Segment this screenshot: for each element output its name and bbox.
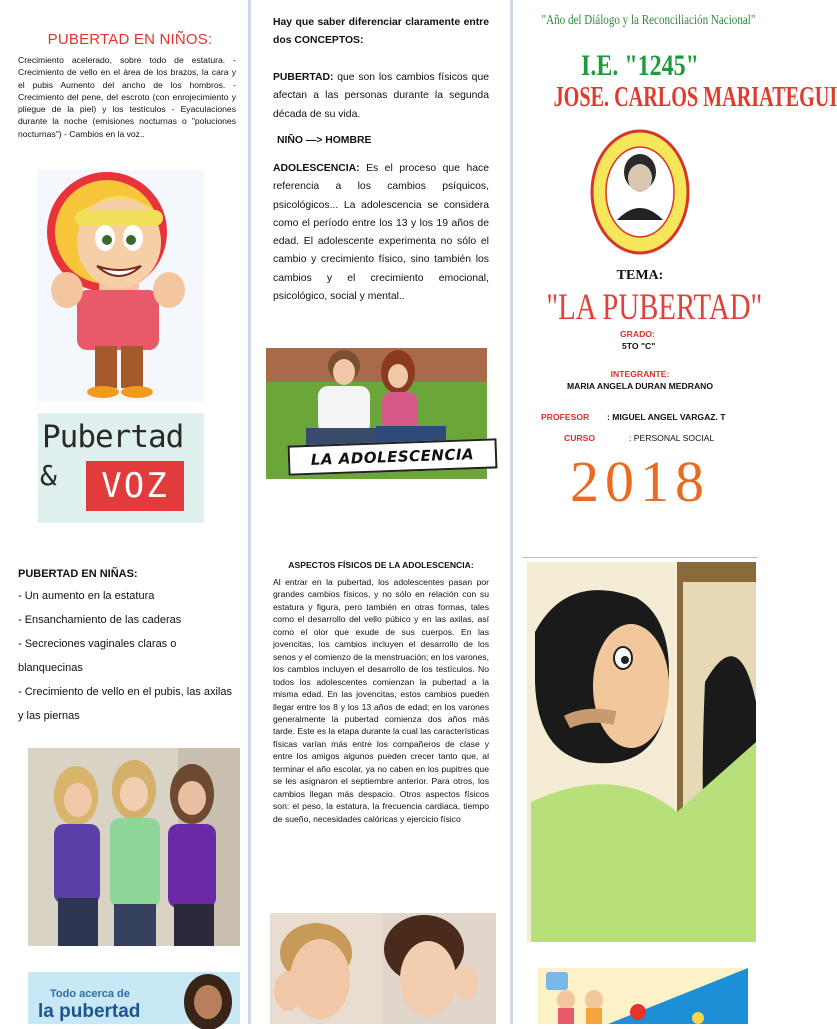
curso-value: : PERSONAL SOCIAL <box>629 433 715 443</box>
pubertad-term: PUBERTAD: <box>273 72 334 83</box>
aspectos-fisicos-text: Al entrar en la pubertad, los adolescentes pasan por grandes cambios físicos, y no sólo en relación con su estatura y figura, pero también en otras formas, tales como el desarrollo del vello púbico y en las axilas, así como el olor que exude de sus cuerpos. En las jovencitas, los cambios incluyen el desarrollo de los senos y el comienzo de la menstruación; en los varones, los cambios incluyen el desarrollo de los testículos. No todos los adolescentes comienzan la pubertad a la misma edad. En las jovencitas, estos cambios pueden llegar entre los 8 y los 13 años de edad; en los varones generalmente la pubertad comienza dos años más tarde. Este es la etapa durante la cual las características físicas varían más entre los compañeros de clase y entre los amigos algunos pueden crecer tanto que, al terminar el año escolar, ya no caben en los pupitres que se les asignaron el septiembre anterior. Para otros, los cambios llegan más despacio. Otros aspectos físicos son: el peso, la estatura, la frecuencia cardiaca, tiempo de sueño, necesidades calóricas y ejercicio físico <box>273 577 489 824</box>
grado-label: GRADO: <box>620 329 655 339</box>
ninos-changes-text: Crecimiento acelerado, sobre todo de estatura. - Crecimiento de vello en el área de los brazos, la cara y el pubis Aumento del ancho de los hombros. - Crecimiento del pene, del escroto (con enrojecimiento y pliegue de la piel) y los testículos - Eyaculaciones durante la noche (emisiones nocturnas o "poluciones nocturnas") - Cambios en la voz.. <box>18 55 236 139</box>
mirror-girl-illustration <box>527 562 756 942</box>
pubertad-voz-word: Pubertad <box>42 419 184 455</box>
pubertad-definition <box>273 69 489 124</box>
school-seal <box>589 128 691 256</box>
acne-teens-photo <box>270 913 496 1024</box>
pubertad-voz-ampersand: & <box>40 459 57 492</box>
aspectos-fisicos-title: ASPECTOS FÍSICOS DE LA ADOLESCENCIA: <box>288 560 474 570</box>
cartoon-boy-illustration <box>37 170 204 402</box>
tema-label: TEMA: <box>616 268 664 283</box>
profesor-label: PROFESOR <box>541 412 590 422</box>
adolescencia-term: ADOLESCENCIA: <box>273 163 360 174</box>
list-item: - Ensanchamiento de las caderas <box>18 614 182 626</box>
three-girls-photo <box>28 748 240 946</box>
adolescencia-caption: LA ADOLESCENCIA <box>288 438 498 475</box>
tema-title: "LA PUBERTAD" <box>546 287 763 328</box>
integrante-label: INTEGRANTE: <box>610 369 670 379</box>
curso-label: CURSO <box>564 433 596 443</box>
integrante-value: MARIA ANGELA DURAN MEDRANO <box>566 381 714 391</box>
school-code: I.E. "1245" <box>581 49 699 82</box>
voz-badge: VOZ <box>86 461 184 511</box>
nino-hombre-line: NIÑO —> HOMBRE <box>277 135 372 146</box>
list-item: - Secreciones vaginales claras o blanquecinas <box>18 638 177 674</box>
pubertad-voz-graphic <box>38 413 204 523</box>
banner-line-1: Todo acerca de <box>50 988 130 1000</box>
pubertad-definition-text: que son los cambios físicos que afectan a las personas durante la segunda década de su vida. <box>273 72 489 120</box>
year-motto: "Año del Diálogo y la Reconciliación Nacional" <box>541 12 756 27</box>
right-rule <box>522 557 758 558</box>
concepts-intro: Hay que saber diferenciar claramente entre dos CONCEPTOS: <box>273 17 489 47</box>
list-item: - Crecimiento de vello en el pubis, las axilas y las piernas <box>18 686 232 722</box>
column-divider-right <box>510 0 513 1024</box>
grado-value: 5TO "C" <box>622 341 656 351</box>
year-number: 2018 <box>570 449 710 514</box>
profesor-value: : MIGUEL ANGEL VARGAZ. T <box>607 412 726 422</box>
adolescencia-definition <box>273 160 489 306</box>
column-divider-left <box>248 0 251 1024</box>
adolescents-photo <box>266 348 487 479</box>
list-item: - Un aumento en la estatura <box>18 590 155 602</box>
school-name: JOSE. CARLOS MARIATEGUI <box>553 82 837 113</box>
banner-line-2: la pubertad <box>38 1001 141 1022</box>
title-pubertad-ninos: PUBERTAD EN NIÑOS: <box>47 31 213 48</box>
todo-acerca-banner <box>28 972 240 1024</box>
adolescencia-definition-text: Es el proceso que hace referencia a los cambios psíquicos, psicológicos... La adolescencia se considera como el período entre los 13 y los 19 años de edad. El adolescente experimenta no sólo el cambio y crecimiento físico, sino también los cambios y el crecimiento emocional, psicológico, social y mental.. <box>273 163 489 303</box>
bottom-cartoon-illustration <box>538 968 748 1024</box>
banner-girl-icon <box>176 972 240 1024</box>
title-pubertad-ninas: PUBERTAD EN NIÑAS: <box>18 568 138 580</box>
ninas-changes-list <box>18 584 233 728</box>
